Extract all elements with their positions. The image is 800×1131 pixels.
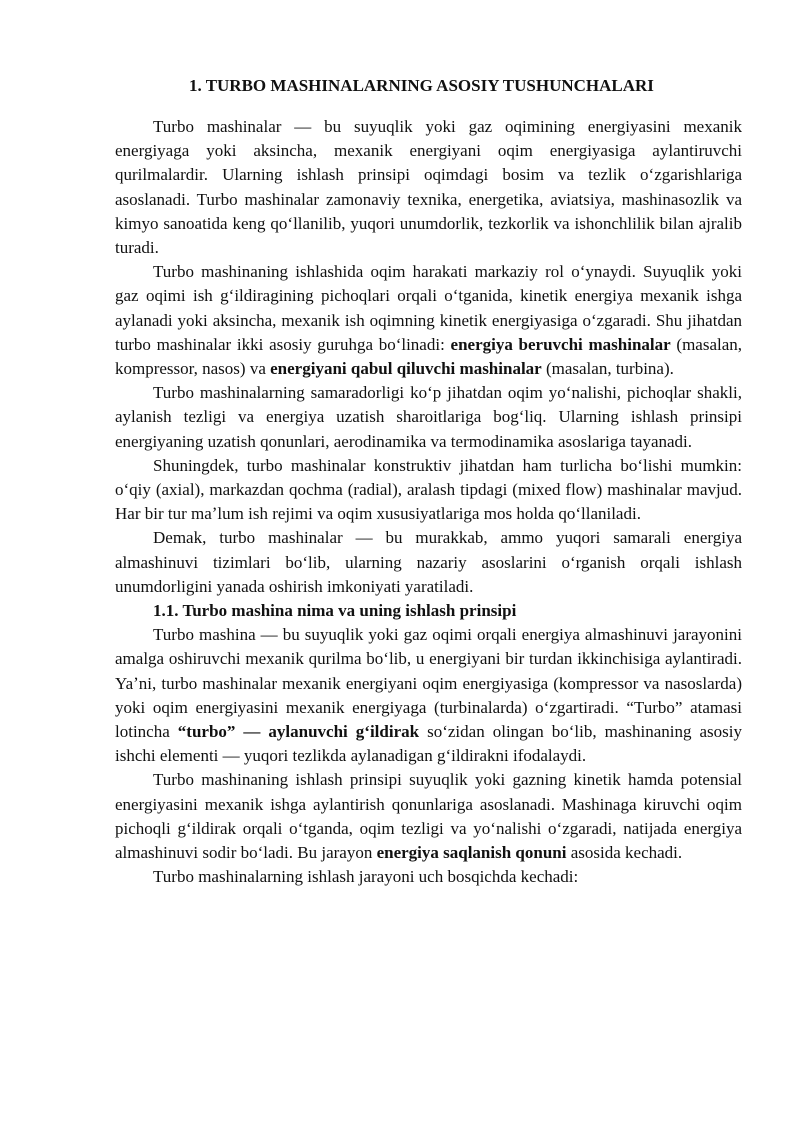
paragraph (115, 623, 742, 768)
bold-term: “turbo” — aylanuvchi gʻildirak (177, 722, 420, 742)
paragraph (115, 768, 742, 865)
paragraph-text: Demak, turbo mashinalar — bu murakkab, ammo yuqori samarali energiya almashinuvi tizimlari boʻlib, ularning nazariy asoslarini oʻrganish orqali ishlash unumdorligini yanada oshirish imkoniyati yaratiladi. (115, 528, 742, 596)
paragraph (115, 865, 742, 889)
paragraph-text: Turbo mashinaning ishlash prinsipi suyuqlik yoki gazning kinetik hamda potensial energiyasini mexanik ishga aylantirish qonunlariga asoslanadi. Mashinaga kiruvchi oqim pichoqli gʻildirak orqali oʻtganda, oqim tezligi va yoʻnalishi oʻzgaradi, natijada energiya almashinuvi sodir boʻladi. Bu jarayon (115, 770, 742, 863)
paragraph (115, 526, 742, 599)
paragraph-text: Turbo mashinalarning ishlash jarayoni uch bosqichda kechadi: (153, 867, 579, 887)
paragraph-text: (masalan, turbina). (541, 359, 674, 379)
paragraph-text: Turbo mashinalarning samaradorligi koʻp jihatdan oqim yoʻnalishi, pichoqlar shakli, aylanish tezligi va energiya uzatish sharoitlariga bogʻliq. Ularning ishlash prinsipi energiyaning uzatish qonunlari, aerodinamika va termodinamika asoslariga tayanadi. (115, 383, 742, 451)
page-title: 1. TURBO MASHINALARNING ASOSIY TUSHUNCHALARI (189, 76, 654, 95)
paragraph-text: Turbo mashina — bu suyuqlik yoki gaz oqimi orqali energiya almashinuvi jarayonini amalga oshiruvchi mexanik qurilma boʻlib, u energiyani bir turdan ikkinchisiga aylantiradi. Yaʼni, turbo mashinalar mexanik energiyani oqim energiyasiga (kompressor va nasoslarda) yoki oqim energiyasini mexanik energiyaga (turbinalarda) oʻzgartiradi. “Turbo” atamasi lotincha (115, 625, 742, 742)
paragraph (115, 115, 742, 260)
paragraph-text: Shuningdek, turbo mashinalar konstruktiv jihatdan ham turlicha boʻlishi mumkin: oʻqiy (axial), markazdan qochma (radial), aralash tipdagi (mixed flow) mashinalar mavjud. Har bir tur maʼlum ish rejimi va oqim xususiyatlariga mos holda qoʻllaniladi. (115, 455, 742, 524)
paragraph (115, 381, 742, 454)
section-subheading: 1.1. Turbo mashina nima va uning ishlash prinsipi (153, 601, 517, 621)
paragraph-text: asosida kechadi. (566, 843, 683, 863)
paragraph-text: Turbo mashinaning ishlashida oqim harakati markaziy rol oʻynaydi. Suyuqlik yoki gaz oqimi ish gʻildiragining pichoqlari orqali oʻtganida, kinetik energiya mexanik ishga aylanadi yoki aksincha, mexanik ish oqimning kinetik energiyasiga oʻzgaradi. Shu jihatdan turbo mashinalar ikki asosiy guruhga boʻlinadi: (115, 262, 742, 354)
bold-term: energiyani qabul qiluvchi mashinalar (270, 359, 542, 379)
bold-term: energiya saqlanish qonuni (376, 843, 567, 863)
document-page (115, 74, 742, 890)
bold-term: energiya beruvchi mashinalar (450, 334, 671, 354)
paragraph-text: soʻzidan olingan boʻlib, mashinaning asosiy ishchi elementi — yuqori tezlikda aylanadigan gʻildirakni ifodalaydi. (115, 722, 742, 766)
paragraph-text: (masalan, kompressor, nasos) va (115, 334, 743, 379)
paragraph-text: Turbo mashinalar — bu suyuqlik yoki gaz oqimining energiyasini mexanik energiyaga yoki aksincha, mexanik energiyani oqim energiyasiga aylantiruvchi qurilmalardir. Ularning ishlash prinsipi oqimdagi bosim va tezlik oʻzgarishlariga asoslanadi. Turbo mashinalar zamonaviy texnika, energetika, aviatsiya, mashinasozlik va kimyo sanoatida keng qoʻllanilib, yuqori unumdorlik, tezkorlik va ishonchlilik bilan ajralib turadi. (115, 117, 742, 258)
paragraph (115, 260, 742, 381)
paragraph (115, 454, 742, 527)
